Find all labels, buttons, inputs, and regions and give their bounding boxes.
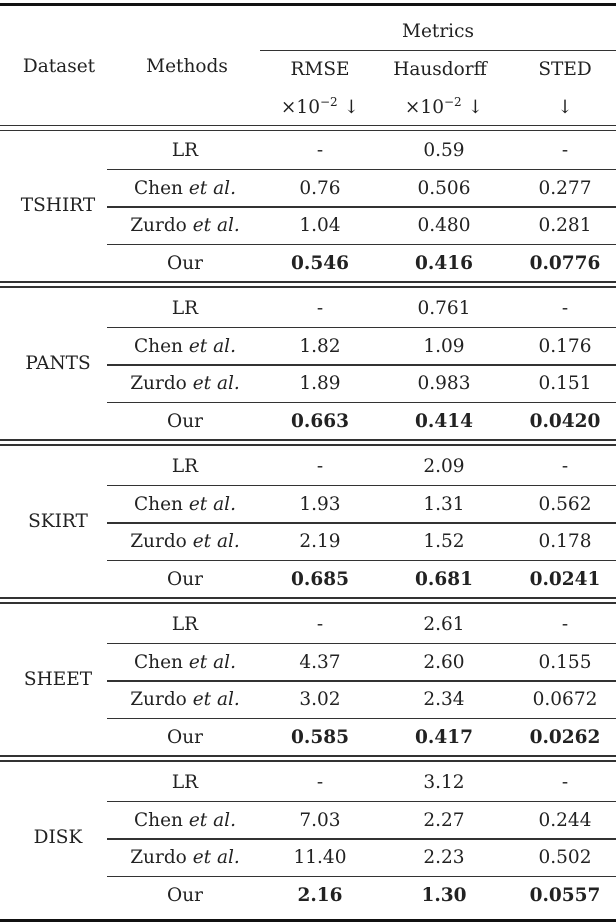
row-separator (107, 643, 616, 644)
row-separator (107, 206, 616, 207)
row-separator (107, 838, 616, 839)
dataset-label: PANTS (25, 353, 91, 375)
group-double-rule-bottom (0, 602, 616, 603)
method-cell: LR (171, 298, 199, 319)
sted-cell: 0.0262 (529, 727, 601, 749)
method-cell: Our (167, 411, 203, 433)
hausdorff-cell: 0.761 (417, 298, 471, 319)
rmse-cell: - (316, 772, 324, 793)
method-cell: Zurdo et al. (130, 215, 240, 237)
rmse-cell: - (316, 140, 324, 161)
hausdorff-cell: 0.417 (415, 727, 473, 749)
sted-cell: 0.0557 (529, 885, 601, 907)
method-cell: Our (167, 569, 203, 591)
row-separator (107, 364, 616, 365)
row-separator (107, 402, 616, 403)
header-double-rule-top (0, 125, 616, 126)
hausdorff-cell: 2.09 (423, 456, 465, 477)
method-cell: LR (171, 614, 199, 635)
hausdorff-cell: 3.12 (423, 772, 465, 793)
row-separator (107, 327, 616, 328)
group-double-rule-bottom (0, 444, 616, 445)
sted-cell: - (561, 772, 569, 793)
group-double-rule-bottom (0, 760, 616, 761)
rmse-cell: 2.16 (297, 885, 343, 907)
header-sted: STED (538, 59, 592, 80)
row-separator (107, 522, 616, 523)
group-double-rule-top (0, 755, 616, 756)
sted-cell: 0.502 (538, 847, 592, 869)
rmse-cell: 1.82 (299, 335, 341, 357)
method-cell: Zurdo et al. (130, 531, 240, 553)
sted-cell: 0.151 (538, 373, 592, 395)
top-rule (0, 3, 616, 6)
hausdorff-cell: 1.30 (421, 885, 467, 907)
dataset-label: SHEET (23, 669, 93, 691)
sted-cell: 0.0420 (529, 411, 601, 433)
method-cell: Our (167, 727, 203, 749)
header-dataset: Dataset (22, 56, 96, 77)
sted-cell: - (561, 614, 569, 635)
sted-cell: - (561, 298, 569, 319)
sted-cell: 0.281 (538, 215, 592, 237)
rmse-cell: 1.89 (299, 373, 341, 395)
down-arrow-icon: ↓ (343, 97, 360, 118)
sted-cell: 0.0672 (532, 689, 598, 711)
sted-cell: 0.277 (538, 177, 592, 199)
group-double-rule-top (0, 597, 616, 598)
dataset-label: TSHIRT (20, 195, 96, 217)
hausdorff-cell: 0.59 (423, 140, 465, 161)
rmse-cell: 0.663 (291, 411, 349, 433)
hausdorff-cell: 2.23 (423, 847, 465, 869)
row-separator (107, 876, 616, 877)
hausdorff-cell: 1.09 (423, 335, 465, 357)
method-cell: Zurdo et al. (130, 847, 240, 869)
header-methods: Methods (146, 56, 228, 77)
rmse-cell: 11.40 (293, 847, 347, 869)
header-hausdorff-scale: $\times 10^{-2}$ ↓ (404, 95, 484, 118)
sted-cell: 0.0776 (529, 253, 601, 275)
hausdorff-cell: 1.31 (423, 493, 465, 515)
hausdorff-cell: 2.61 (423, 614, 465, 635)
method-cell: Our (167, 253, 203, 275)
method-cell: Chen et al. (134, 809, 236, 831)
rmse-cell: 4.37 (299, 651, 341, 673)
method-cell: Chen et al. (134, 177, 236, 199)
rmse-cell: - (316, 614, 324, 635)
rmse-cell: - (316, 298, 324, 319)
method-cell: Our (167, 885, 203, 907)
hausdorff-cell: 0.414 (415, 411, 473, 433)
header-metrics: Metrics (402, 21, 474, 42)
method-cell: Zurdo et al. (130, 689, 240, 711)
group-double-rule-bottom (0, 286, 616, 287)
method-cell: LR (171, 140, 199, 161)
header-sted-scale (506, 97, 616, 119)
hausdorff-cell: 0.480 (417, 215, 471, 237)
sted-cell: - (561, 140, 569, 161)
sted-cell: 0.0241 (529, 569, 601, 591)
hausdorff-cell: 2.27 (423, 809, 465, 831)
rmse-cell: 7.03 (299, 809, 341, 831)
rmse-cell: 0.76 (299, 177, 341, 199)
sted-cell: - (561, 456, 569, 477)
sted-cell: 0.155 (538, 651, 592, 673)
rmse-cell: 0.585 (291, 727, 349, 749)
rmse-cell: 2.19 (299, 531, 341, 553)
dataset-label: SKIRT (28, 511, 88, 533)
group-double-rule-top (0, 439, 616, 440)
rmse-cell: 3.02 (299, 689, 341, 711)
down-arrow-icon: ↓ (467, 97, 484, 118)
row-separator (107, 560, 616, 561)
hausdorff-cell: 0.983 (417, 373, 471, 395)
header-hausdorff: Hausdorff (393, 59, 487, 80)
method-cell: LR (171, 772, 199, 793)
sted-cell: 0.178 (538, 531, 592, 553)
hausdorff-cell: 0.681 (415, 569, 473, 591)
sted-cell: 0.562 (538, 493, 592, 515)
header-double-rule-bottom (0, 130, 616, 131)
rmse-cell: 0.546 (291, 253, 349, 275)
hausdorff-cell: 0.506 (417, 177, 471, 199)
method-cell: Zurdo et al. (130, 373, 240, 395)
rmse-cell: - (316, 456, 324, 477)
row-separator (107, 718, 616, 719)
rmse-cell: 1.93 (299, 493, 341, 515)
hausdorff-cell: 0.416 (415, 253, 473, 275)
hausdorff-cell: 2.60 (423, 651, 465, 673)
group-double-rule-top (0, 281, 616, 282)
hausdorff-cell: 2.34 (423, 689, 465, 711)
header-rmse-scale: $\times 10^{-2}$ ↓ (280, 95, 360, 118)
method-cell: Chen et al. (134, 651, 236, 673)
rmse-cell: 0.685 (291, 569, 349, 591)
method-cell: Chen et al. (134, 335, 236, 357)
rmse-cell: 1.04 (299, 215, 341, 237)
row-separator (107, 244, 616, 245)
hausdorff-cell: 1.52 (423, 531, 465, 553)
method-cell: Chen et al. (134, 493, 236, 515)
row-separator (107, 680, 616, 681)
bottom-rule (0, 919, 616, 922)
header-rmse: RMSE (290, 59, 350, 80)
row-separator (107, 169, 616, 170)
sted-cell: 0.176 (538, 335, 592, 357)
row-separator (107, 801, 616, 802)
row-separator (107, 485, 616, 486)
method-cell: LR (171, 456, 199, 477)
sted-cell: 0.244 (538, 809, 592, 831)
down-arrow-icon: ↓ (557, 97, 573, 118)
metrics-cmidrule (260, 50, 616, 51)
dataset-label: DISK (33, 827, 83, 849)
